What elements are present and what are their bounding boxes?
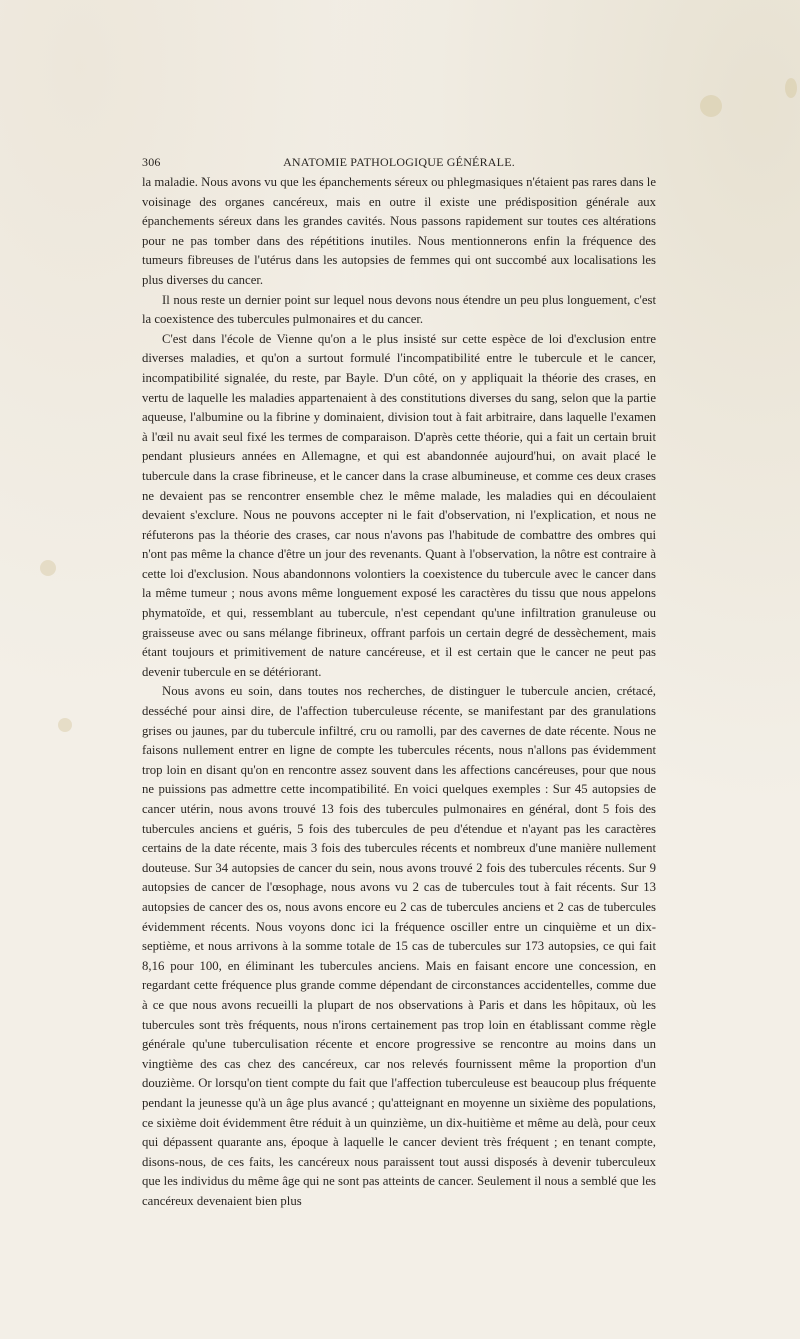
paper-stain	[58, 718, 72, 732]
page-number: 306	[142, 155, 161, 169]
paper-stain	[785, 78, 797, 98]
body-text	[142, 173, 656, 1211]
paragraph: Il nous reste un dernier point sur lequel nous devons nous étendre un peu plus longuement, c'est la coexistence des tubercules pulmonaires et du cancer.	[142, 292, 656, 327]
running-title: ANATOMIE PATHOLOGIQUE GÉNÉRALE.	[283, 155, 515, 169]
paper-stain	[40, 560, 56, 576]
paragraph: Nous avons eu soin, dans toutes nos recherches, de distinguer le tubercule ancien, crétacé, desséché pour ainsi dire, de l'affection tuberculeuse récente, se manifestant par des granulations grises ou jaunes, par du tubercule infiltré, cru ou ramolli, par des cavernes de date récente. Nous ne faisons nullement entrer en ligne de compte les tubercules récents, nous n'allons pas évidemment trop loin en disant qu'on en rencontre assez souvent dans les affections cancéreuses, pour que nous ne puissions pas admettre cette incompatibilité. En voici quelques exemples : Sur 45 autopsies de cancer utérin, nous avons trouvé 13 fois des tubercules pulmonaires en général, dont 5 fois des tubercules anciens et guéris, 5 fois des tubercules de peu d'étendue et n'ayant pas les caractères certains de la date récente, mais 3 fois des tubercules récents et nombreux d'une manière nullement douteuse. Sur 34 autopsies de cancer du sein, nous avons trouvé 2 fois des tubercules récents. Sur 9 autopsies de cancer de l'œsophage, nous avons vu 2 cas de tubercules tout à fait récents. Sur 13 autopsies de cancer des os, nous avons encore eu 2 cas de tubercules anciens et 2 cas de tubercules évidemment récents. Nous voyons donc ici la fréquence osciller entre un cinquième et un dix-septième, et nous arrivons à la somme totale de 15 cas de tubercules sur 173 autopsies, ce qui fait 8,16 pour 100, en éliminant les tubercules anciens. Mais en faisant encore une concession, en regardant cette fréquence plus grande comme dépendant de circonstances accidentelles, comme due à ce que nous avons recueilli la plupart de nos observations à Paris et dans les hôpitaux, où les tubercules sont très fréquents, nous n'irons certainement pas trop loin en établissant comme règle générale qu'une tuberculisation récente et encore progressive se rencontre au moins dans un vingtième des cas chez des cancéreux, car nos relevés fournissent même la proportion d'un douzième. Or lorsqu'on tient compte du fait que l'affection tuberculeuse est beaucoup plus fréquente pendant la jeunesse qu'à un âge plus avancé ; qu'atteignant en moyenne un sixième des populations, ce sixième doit évidemment être réduit à un quinzième, un dix-huitième et même au delà, pour ceux qui dépassent quarante ans, époque à laquelle le cancer devient très fréquent ; en tenant compte, disons-nous, de ces faits, les cancéreux nous paraissent tout aussi disposés à devenir tuberculeux que les individus du même âge qui ne sont pas atteints de cancer. Seulement il nous a semblé que les cancéreux devenaient bien plus	[142, 684, 656, 1208]
paragraph: la maladie. Nous avons vu que les épanchements séreux ou phlegmasiques n'étaient pas rares dans le voisinage des organes cancéreux, mais en outre il existe une prédisposition générale aux épanchements séreux dans les grandes cavités. Nous passons rapidement sur toutes ces altérations pour ne pas tomber dans des répétitions inutiles. Nous mentionnerons enfin la fréquence des tumeurs fibreuses de l'utérus dans les autopsies de femmes qui ont succombé aux localisations les plus diverses du cancer.	[142, 175, 656, 287]
paragraph: C'est dans l'école de Vienne qu'on a le plus insisté sur cette espèce de loi d'exclusion entre diverses maladies, et qu'on a surtout formulé l'incompatibilité entre le tubercule et le cancer, incompatibilité signalée, du reste, par Bayle. D'un côté, on y appliquait la théorie des crases, en vertu de laquelle les maladies appartenaient à des constitutions diverses du sang, selon que la partie aqueuse, l'albumine ou la fibrine y dominaient, division tout à fait arbitraire, dans laquelle l'examen à l'œil nu avait seul fixé les termes de comparaison. D'après cette théorie, qui a fait un certain bruit pendant plusieurs années en Allemagne, et qui est abandonnée aujourd'hui, on avait placé le tubercule dans la crase fibrineuse, et le cancer dans la crase albumineuse, et comme ces deux crases ne devaient pas se rencontrer ensemble chez le même malade, les maladies qui en découlaient devaient s'exclure. Nous ne pouvons accepter ni le fait d'observation, ni l'explication, et nous ne réfuterons pas la théorie des crases, car nous n'avons pas l'habitude de combattre des ombres qui n'ont pas même la chance d'être un jour des revenants. Quant à l'observation, la nôtre est contraire à cette loi d'exclusion. Nous abandonnons volontiers la coexistence du tubercule avec le cancer dans la même tumeur ; nous avons même longuement exposé les caractères du tissu que nous appelons phymatoïde, et qui, ressemblant au tubercule, n'est cependant qu'une infiltration granuleuse ou graisseuse avec ou sans mélange fibrineux, offrant parfois un certain degré de dessèchement, mais étant toujours et primitivement de nature cancéreuse, et il est certain que le cancer ne peut pas devenir tubercule en se détériorant.	[142, 331, 656, 679]
page-header	[142, 155, 656, 173]
paper-stain	[700, 95, 722, 117]
